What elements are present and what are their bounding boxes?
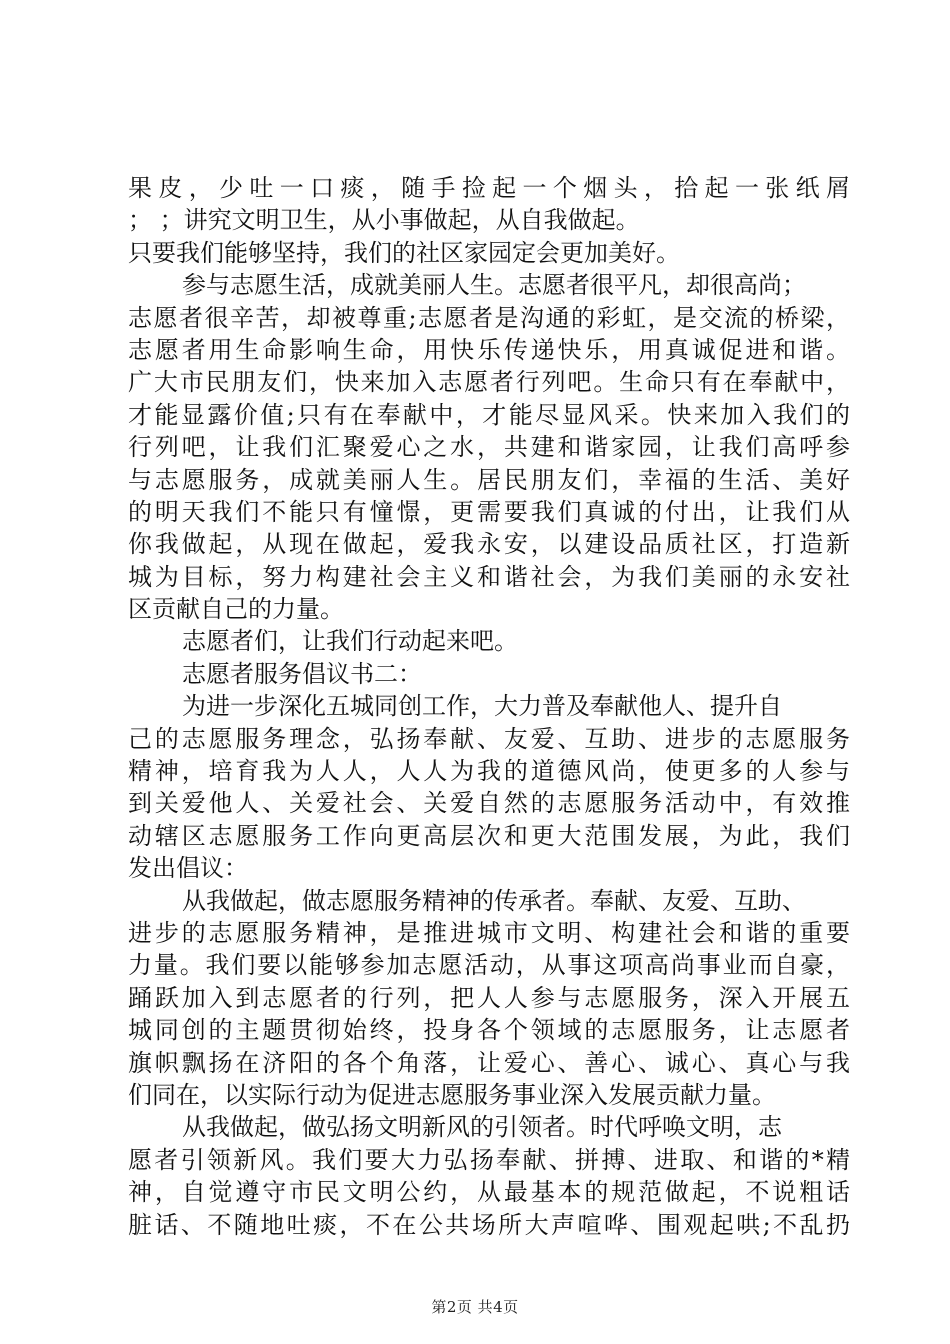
paragraph-start-line: 参与志愿生活，成就美丽人生。志愿者很平凡，却很高尚； <box>182 271 806 300</box>
text-line: 区贡献自己的力量。 <box>128 595 344 624</box>
document-body <box>128 172 850 1241</box>
text-line: 愿者引领新风。我们要大力弘扬奉献、拼搏、进取、和谐的*精 <box>128 1145 850 1174</box>
text-line: 发出倡议： <box>128 854 248 883</box>
section-heading: 志愿者服务倡议书二： <box>182 659 422 688</box>
text-line: 广大市民朋友们，快来加入志愿者行列吧。生命只有在奉献中， <box>128 368 850 397</box>
text-line: 到关爱他人、关爱社会、关爱自然的志愿服务活动中，有效推 <box>128 789 850 818</box>
paragraph-start-line: 从我做起，做志愿服务精神的传承者。奉献、友爱、互助、 <box>182 886 806 915</box>
paragraph-start-line: 从我做起，做弘扬文明新风的引领者。时代呼唤文明，志 <box>182 1113 782 1142</box>
text-line: 你我做起，从现在做起，爱我永安，以建设品质社区，打造新 <box>128 530 850 559</box>
text-line: 志愿者用生命影响生命，用快乐传递快乐，用真诚促进和谐。 <box>128 335 850 364</box>
text-line: 才能显露价值;只有在奉献中，才能尽显风采。快来加入我们的 <box>128 400 850 429</box>
text-line: 脏话、不随地吐痰，不在公共场所大声喧哗、围观起哄;不乱扔 <box>128 1210 850 1239</box>
text-line: ； ；讲究文明卫生，从小事做起，从自我做起。 <box>128 206 640 235</box>
text-line: 城为目标，努力构建社会主义和谐社会，为我们美丽的永安社 <box>128 562 850 591</box>
text-line: 旗帜飘扬在济阳的各个角落，让爱心、善心、诚心、真心与我 <box>128 1048 850 1077</box>
text-line: 进步的志愿服务精神，是推进城市文明、构建社会和谐的重要 <box>128 918 850 947</box>
text-line: 精神，培育我为人人，人人为我的道德风尚，使更多的人参与 <box>128 757 850 786</box>
text-line: 城同创的主题贯彻始终，投身各个领域的志愿服务，让志愿者 <box>128 1016 850 1045</box>
text-line: 行列吧，让我们汇聚爱心之水，共建和谐家园，让我们高呼参 <box>128 433 850 462</box>
text-line: 果皮，少吐一口痰，随手捡起一个烟头，拾起一张纸屑 <box>128 174 850 202</box>
paragraph-start-line: 为进一步深化五城同创工作，大力普及奉献他人、提升自 <box>182 692 782 721</box>
page-number-footer: 第2页 共4页 <box>431 1298 519 1316</box>
text-line: 只要我们能够坚持，我们的社区家园定会更加美好。 <box>128 238 680 267</box>
text-line: 与志愿服务，成就美丽人生。居民朋友们，幸福的生活、美好 <box>128 465 850 494</box>
text-line: 动辖区志愿服务工作向更高层次和更大范围发展，为此，我们 <box>128 821 850 850</box>
text-line: 志愿者很辛苦，却被尊重;志愿者是沟通的彩虹，是交流的桥梁， <box>128 303 850 332</box>
text-line: 神，自觉遵守市民文明公约，从最基本的规范做起，不说粗话 <box>128 1178 850 1207</box>
text-line: 的明天我们不能只有憧憬，更需要我们真诚的付出，让我们从 <box>128 497 850 526</box>
text-line: 己的志愿服务理念，弘扬奉献、友爱、互助、进步的志愿服务 <box>128 724 850 753</box>
text-line: 们同在，以实际行动为促进志愿服务事业深入发展贡献力量。 <box>128 1080 776 1109</box>
paragraph-start-line: 志愿者们，让我们行动起来吧。 <box>182 627 518 656</box>
text-line: 踊跃加入到志愿者的行列，把人人参与志愿服务，深入开展五 <box>128 983 850 1012</box>
text-line: 力量。我们要以能够参加志愿活动，从事这项高尚事业而自豪， <box>128 951 850 980</box>
